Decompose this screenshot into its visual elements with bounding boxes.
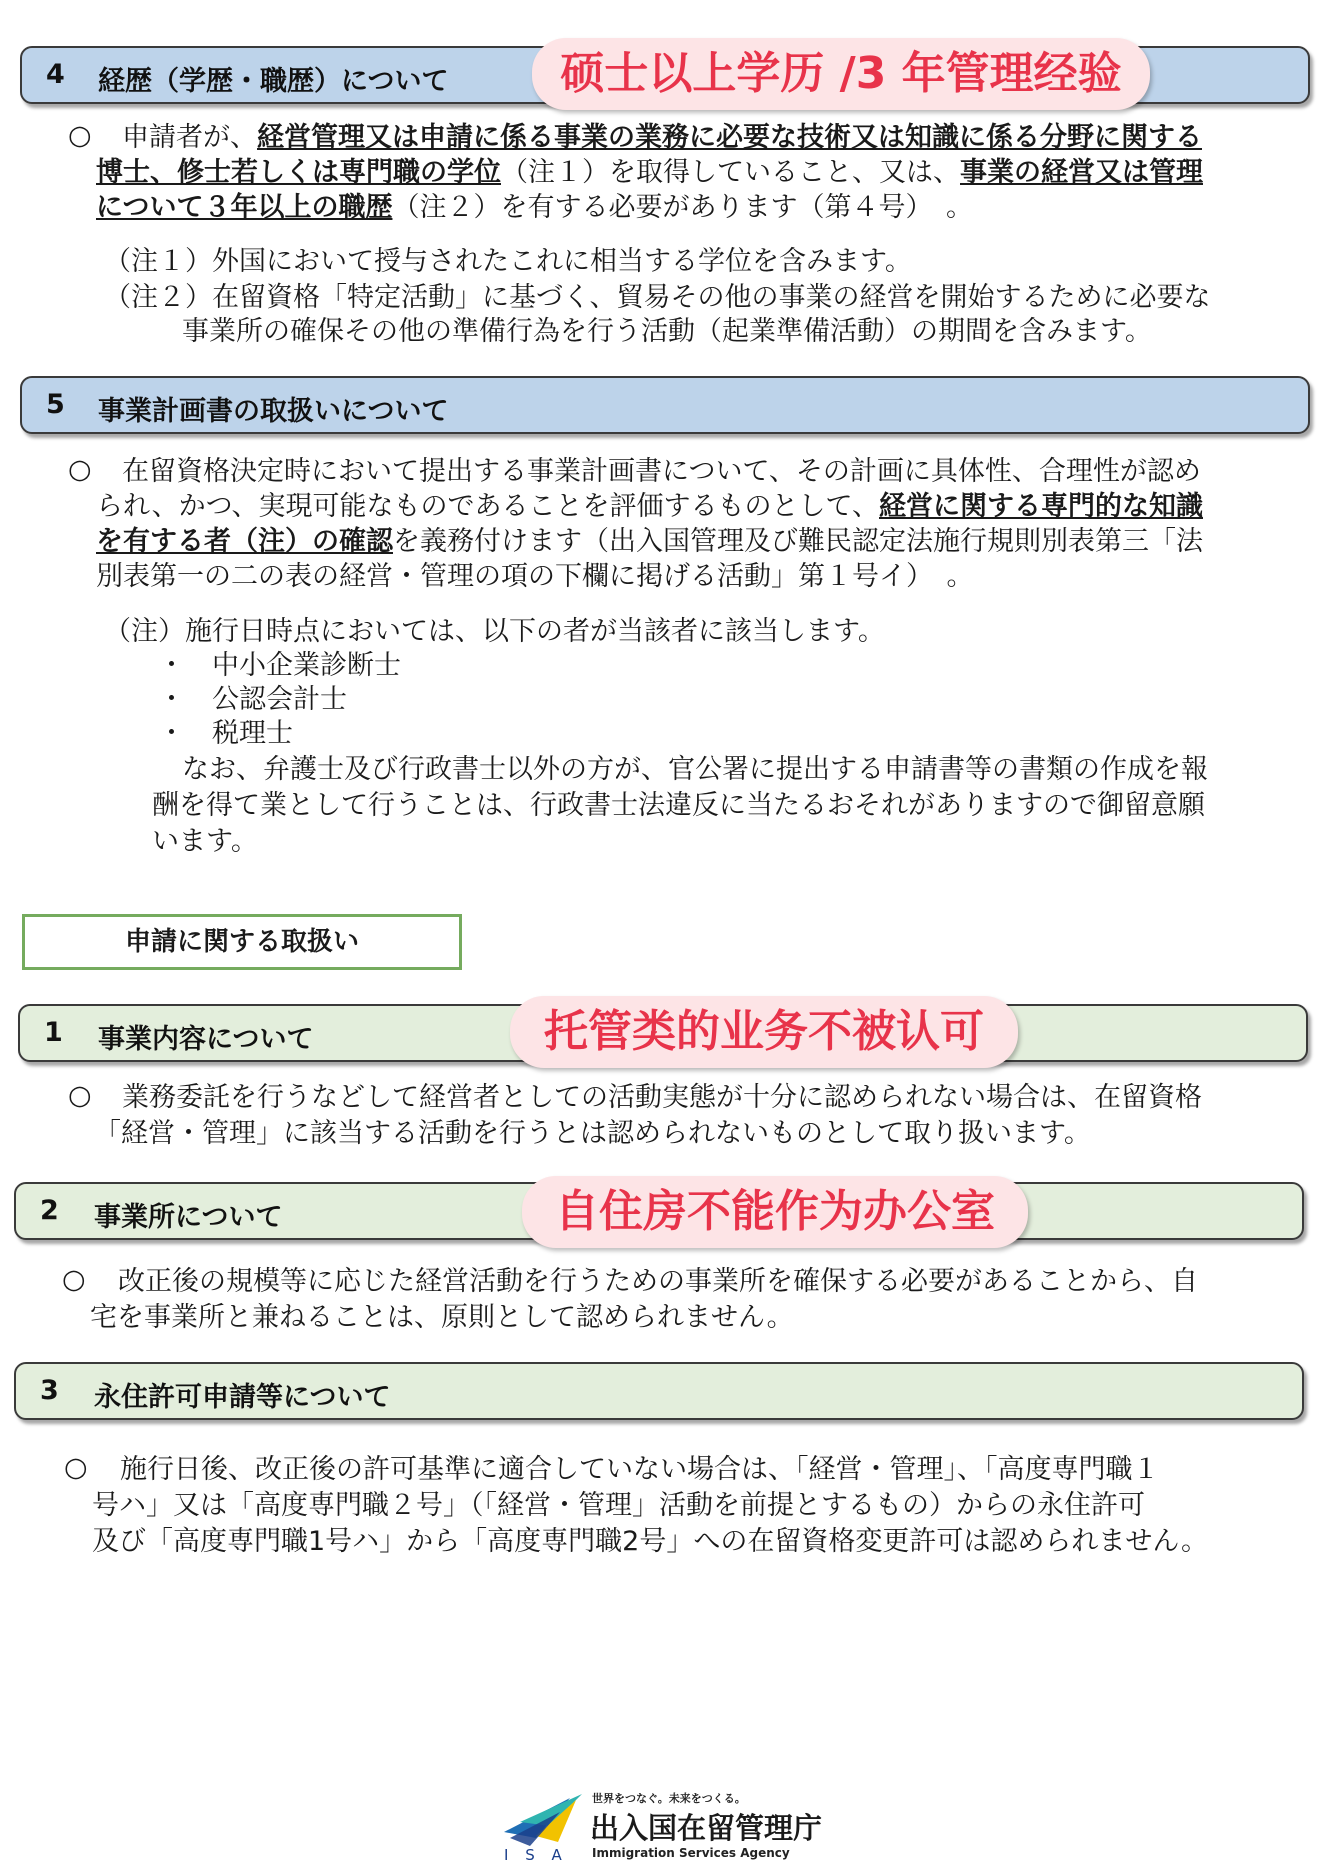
section-4-paragraph	[96, 120, 1296, 225]
section-5-header	[20, 376, 1310, 434]
bullet-icon: ○	[68, 120, 92, 151]
emphasis-text: 事業の経営又は管理	[960, 157, 1203, 188]
section-title: 経歴（学歴・職歴）について	[98, 66, 449, 97]
annotation-badge-education: 硕士以上学历 /3 年管理经验	[532, 38, 1150, 110]
agency-tagline: 世界をつなぐ。未来をつくる。	[592, 1792, 746, 1805]
item-2-line-1: 改正後の規模等に応じた経営活動を行うための事業所を確保する必要があることから、自	[118, 1266, 1198, 1297]
item-title: 事業所について	[94, 1202, 283, 1233]
item-3-line-1: 施行日後、改正後の許可基準に適合していない場合は、「経営・管理」、「高度専門職１	[120, 1454, 1160, 1485]
section-5-paragraph	[96, 454, 1296, 594]
note-2-cont: 事業所の確保その他の準備行為を行う活動（起業準備活動）の期間を含みます。	[182, 316, 1152, 347]
section-title: 事業計画書の取扱いについて	[98, 396, 449, 427]
item-number: 1	[44, 1017, 63, 1048]
text-run: （注２）を有する必要があります（第４号） 。	[392, 192, 973, 223]
agency-name-en: Immigration Services Agency	[592, 1846, 790, 1860]
emphasis-text: を有する者（注）の確認	[96, 526, 393, 557]
annotation-badge-business: 托管类的业务不被认可	[510, 996, 1018, 1068]
agency-logo	[500, 1790, 840, 1866]
section-number: 4	[46, 59, 65, 90]
note-tail-3: います。	[152, 826, 258, 857]
list-bullet: ・	[158, 650, 185, 681]
item-1-line-2: 「経営・管理」に該当する活動を行うとは認められないものとして取り扱います。	[94, 1118, 1091, 1149]
qualification-item: 中小企業診断士	[212, 650, 401, 681]
bullet-icon: ○	[64, 1452, 88, 1483]
item-title: 事業内容について	[98, 1024, 314, 1055]
text-run: 別表第一の二の表の経営・管理の項の下欄に掲げる活動」第１号イ） 。	[96, 561, 974, 592]
item-3-header	[14, 1362, 1304, 1420]
bullet-icon: ○	[68, 454, 92, 485]
item-number: 3	[40, 1375, 59, 1406]
list-bullet: ・	[158, 718, 185, 749]
text-run: （注１）を取得していること、又は、	[501, 157, 960, 188]
text-run: 在留資格決定時において提出する事業計画書について、その計画に具体性、合理性が認め	[122, 456, 1201, 487]
text-run: を義務付けます（出入国管理及び難民認定法施行規則別表第三「法	[393, 526, 1203, 557]
item-number: 2	[40, 1195, 59, 1226]
emphasis-text: 経営管理又は申請に係る事業の業務に必要な技術又は知識に係る分野に関する	[257, 122, 1202, 153]
isa-emblem-icon	[500, 1792, 584, 1850]
emphasis-text: 経営に関する専門的な知識	[879, 491, 1203, 522]
note-1: （注１）外国において授与されたこれに相当する学位を含みます。	[104, 246, 912, 277]
application-heading: 申請に関する取扱い	[22, 914, 462, 970]
item-3-line-3: 及び「高度専門職1号ハ」から「高度専門職2号」への在留資格変更許可は認められません。	[92, 1526, 1208, 1557]
item-2-line-2: 宅を事業所と兼ねることは、原則として認められません。	[90, 1302, 794, 1333]
qualification-item: 公認会計士	[212, 684, 347, 715]
bullet-icon: ○	[62, 1264, 86, 1295]
note-intro: （注）施行日時点においては、以下の者が当該者に該当します。	[104, 616, 885, 647]
emphasis-text: について３年以上の職歴	[96, 192, 393, 223]
section-number: 5	[46, 389, 65, 420]
bullet-icon: ○	[68, 1080, 92, 1111]
logo-letters: I S A	[504, 1846, 568, 1864]
item-1-line-1: 業務委託を行うなどして経営者としての活動実態が十分に認められない場合は、在留資格	[122, 1082, 1202, 1113]
list-bullet: ・	[158, 684, 185, 715]
text-run: 申請者が、	[122, 122, 257, 153]
note-2: （注２）在留資格「特定活動」に基づく、貿易その他の事業の経営を開始するために必要な	[104, 282, 1211, 313]
agency-name: 出入国在留管理庁	[590, 1811, 823, 1845]
emphasis-text: 博士、修士若しくは専門職の学位	[96, 157, 501, 188]
item-title: 永住許可申請等について	[94, 1382, 391, 1413]
note-tail-2: 酬を得て業として行うことは、行政書士法違反に当たるおそれがありますので御留意願	[152, 790, 1205, 821]
annotation-badge-office: 自住房不能作为办公室	[522, 1176, 1028, 1248]
text-run: られ、かつ、実現可能なものであることを評価するものとして、	[96, 491, 879, 522]
qualification-item: 税理士	[212, 718, 293, 749]
note-tail-1: なお、弁護士及び行政書士以外の方が、官公署に提出する申請書等の書類の作成を報	[182, 754, 1208, 785]
item-3-line-2: 号ハ」又は「高度専門職２号」（「経営・管理」活動を前提とするもの）からの永住許可	[92, 1490, 1145, 1521]
